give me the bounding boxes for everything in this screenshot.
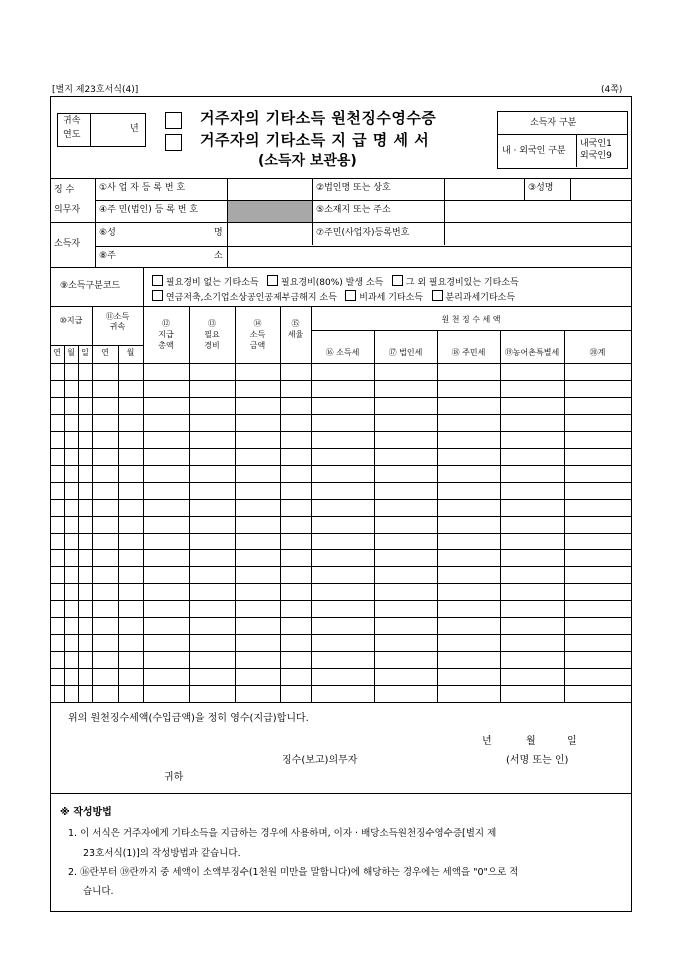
- table-row: [50, 516, 631, 517]
- checkbox-pension-cancel[interactable]: [152, 290, 163, 301]
- table-row: [50, 448, 631, 449]
- year-label-2: 연도: [63, 130, 81, 140]
- table-row: [50, 566, 631, 567]
- confirm-statement: 위의 원천징수세액(수입금액)을 정히 영수(지급)합니다.: [68, 713, 309, 724]
- sign-label: (서명 또는 인): [506, 755, 569, 766]
- title-checkbox-receipt[interactable]: [165, 112, 182, 129]
- col-expense-num: ⑬: [208, 319, 216, 328]
- col-total: ⑳계: [589, 348, 606, 357]
- instruction-2: 2. ⑯란부터 ⑲란까지 중 세액이 소액부징수(1천원 미만을 말합니다)에 해당하는 경우에는 세액을 "0"으로 적: [68, 867, 519, 878]
- col-amount-1: 지급: [158, 330, 174, 339]
- opt-nontaxable: 비과세 기타소득: [359, 293, 423, 303]
- income-code-row-2: [152, 290, 515, 303]
- date-day: 일: [567, 736, 577, 747]
- field-name: ③성명: [528, 183, 554, 193]
- checkbox-other-expense[interactable]: [392, 275, 403, 286]
- title-statement: 거주자의 기타소득 지 급 명 세 서: [200, 131, 430, 149]
- subtitle: (소득자 보관용): [258, 153, 357, 169]
- field-recipient-name: ⑥성: [99, 228, 116, 238]
- col-amount-2: 총액: [158, 341, 174, 350]
- table-row: [50, 668, 631, 669]
- instructions-title: ※ 작성방법: [60, 807, 112, 818]
- col-day: 일: [81, 348, 89, 357]
- field-corp-name: ②법인명 또는 상호: [316, 183, 391, 193]
- field-recipient-address-suffix: 소: [214, 251, 223, 261]
- table-row: [50, 617, 631, 618]
- opt-other-expense: 그 외 필요경비있는 기타소득: [405, 278, 519, 288]
- col-rate-num: ⑮: [291, 319, 300, 328]
- field-resident-reg-no: ④주 민(법인) 등 록 번 호: [99, 205, 198, 215]
- table-row: [50, 685, 631, 686]
- table-row: [50, 702, 631, 703]
- table-row: [50, 583, 631, 584]
- instruction-1: 1. 이 서식은 거주자에게 기타소득을 지급하는 경우에 사용하며, 이자 · 배당소득원천징수영수증[별지 제: [68, 828, 497, 839]
- form-number: [별지 제23호서식(4)]: [52, 85, 139, 95]
- opt-separate-tax: 분리과세기타소득: [445, 293, 516, 303]
- col-attr-1: ⑪소득: [105, 312, 130, 321]
- col-pay-date: ⑩지급: [59, 316, 83, 325]
- date-year: 년: [482, 736, 492, 747]
- col-resident-tax: ⑱ 주민세: [451, 348, 486, 357]
- resident-option-domestic: 내국인1: [580, 139, 612, 149]
- opt-80-expense: 필요경비(80%) 발생 소득: [281, 278, 384, 288]
- col-rate: 세율: [287, 330, 304, 339]
- obligor-label: 징수(보고)의무자: [282, 755, 358, 766]
- col-income-tax: ⑯ 소득세: [325, 348, 360, 357]
- table-row: [50, 549, 631, 550]
- title-receipt: 거주자의 기타소득 원천징수영수증: [200, 109, 437, 127]
- col-expense-2: 경비: [204, 341, 220, 350]
- col-attr-2: 귀속: [109, 322, 126, 331]
- col-attr-year: 연: [101, 348, 109, 357]
- field-recipient-reg-no: ⑦주민(사업자)등록번호: [316, 228, 410, 238]
- opt-no-expense: 필요경비 없는 기타소득: [165, 278, 259, 288]
- date-month: 월: [526, 736, 536, 747]
- instruction-2-cont: 습니다.: [83, 886, 114, 897]
- income-code-row-1: [152, 275, 519, 288]
- income-code-label: ⑨소득구분코드: [60, 281, 121, 291]
- col-expense-1: 필요: [204, 330, 220, 339]
- year-unit: 년: [130, 124, 139, 134]
- page-number: (4쪽): [601, 85, 623, 95]
- opt-pension-cancel: 연금저축,소기업소상공인공제부금해지 소득: [165, 293, 337, 303]
- resident-label: 내 · 외국인 구분: [502, 146, 566, 156]
- field-recipient-name-suffix: 명: [214, 228, 223, 238]
- resident-header: 소득자 구분: [530, 118, 577, 128]
- field-business-reg-no: ①사 업 자 등 록 번 호: [99, 183, 186, 193]
- col-income-num: ⑭: [253, 319, 262, 328]
- checkbox-separate-tax[interactable]: [432, 290, 443, 301]
- table-row: [50, 600, 631, 601]
- recipient-label: 소득자: [54, 239, 81, 249]
- field-address: ⑤소재지 또는 주소: [316, 205, 391, 215]
- table-row: [50, 431, 631, 432]
- field-recipient-address: ⑧주: [99, 251, 116, 261]
- checkbox-nontaxable[interactable]: [345, 290, 356, 301]
- checkbox-80-expense[interactable]: [267, 275, 278, 286]
- col-year: 연: [53, 348, 61, 357]
- col-income-1: 소득: [249, 330, 266, 339]
- instruction-1-cont: 23호서식(1)]의 작성방법과 같습니다.: [83, 848, 241, 859]
- col-rural-tax: ⑲농어촌특별세: [504, 348, 560, 357]
- table-row: [50, 414, 631, 415]
- table-row: [50, 380, 631, 381]
- table-row: [50, 363, 631, 364]
- payer-label-1: 징 수: [54, 185, 75, 195]
- title-checkbox-statement[interactable]: [165, 134, 182, 151]
- table-row: [50, 499, 631, 500]
- resident-option-foreign: 외국인9: [580, 151, 612, 161]
- col-month: 월: [67, 348, 75, 357]
- table-row: [50, 651, 631, 652]
- addressee-label: 귀하: [164, 772, 184, 783]
- year-label-1: 귀속: [63, 116, 81, 126]
- checkbox-no-expense[interactable]: [152, 275, 163, 286]
- table-row: [50, 482, 631, 483]
- col-withholding-tax: 원 천 징 수 세 액: [441, 315, 501, 324]
- table-row: [50, 533, 631, 534]
- payer-label-2: 의무자: [54, 205, 81, 215]
- table-row: [50, 465, 631, 466]
- col-income-2: 금액: [249, 341, 266, 350]
- table-row: [50, 397, 631, 398]
- col-corp-tax: ⑰ 법인세: [388, 348, 423, 357]
- table-row: [50, 634, 631, 635]
- form-frame: [50, 96, 632, 912]
- shaded-cell: [228, 201, 312, 222]
- col-attr-month: 월: [126, 348, 135, 357]
- col-amount-num: ⑫: [162, 319, 170, 328]
